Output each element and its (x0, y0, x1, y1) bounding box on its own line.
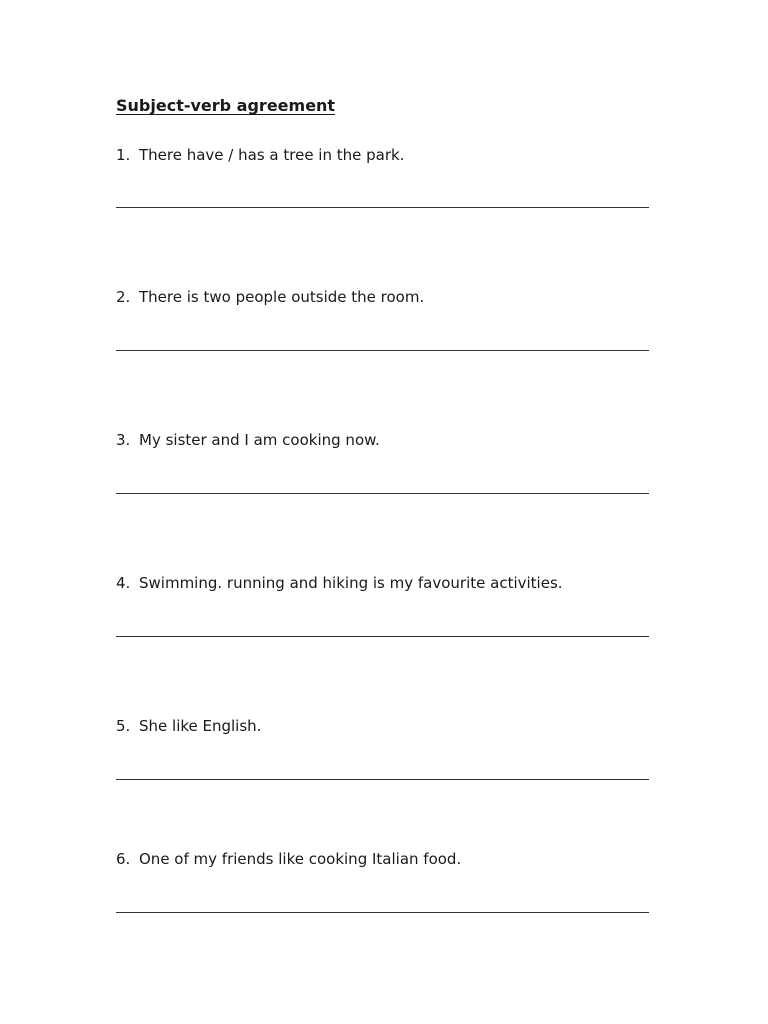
worksheet-title: Subject-verb agreement (116, 96, 336, 115)
question-number: 2. (116, 288, 131, 306)
question-number: 5. (116, 717, 131, 735)
question-text: She like English. (139, 717, 262, 735)
question-number: 3. (116, 431, 131, 449)
answer-line-2[interactable] (116, 350, 649, 351)
question-number: 1. (116, 146, 131, 164)
answer-line-5[interactable] (116, 779, 649, 780)
question-number: 6. (116, 850, 131, 868)
question-3 (116, 430, 656, 450)
question-5 (116, 716, 656, 736)
question-text: My sister and I am cooking now. (139, 431, 380, 449)
question-2 (116, 287, 656, 307)
answer-line-6[interactable] (116, 912, 649, 913)
question-text: One of my friends like cooking Italian food. (139, 850, 462, 868)
answer-line-1[interactable] (116, 207, 649, 208)
answer-line-3[interactable] (116, 493, 649, 494)
question-text: Swimming. running and hiking is my favourite activities. (139, 574, 563, 592)
question-1 (116, 145, 656, 165)
question-text: There is two people outside the room. (139, 288, 425, 306)
question-number: 4. (116, 574, 131, 592)
question-4 (116, 573, 656, 593)
question-6 (116, 849, 656, 869)
answer-line-4[interactable] (116, 636, 649, 637)
question-text: There have / has a tree in the park. (139, 146, 405, 164)
